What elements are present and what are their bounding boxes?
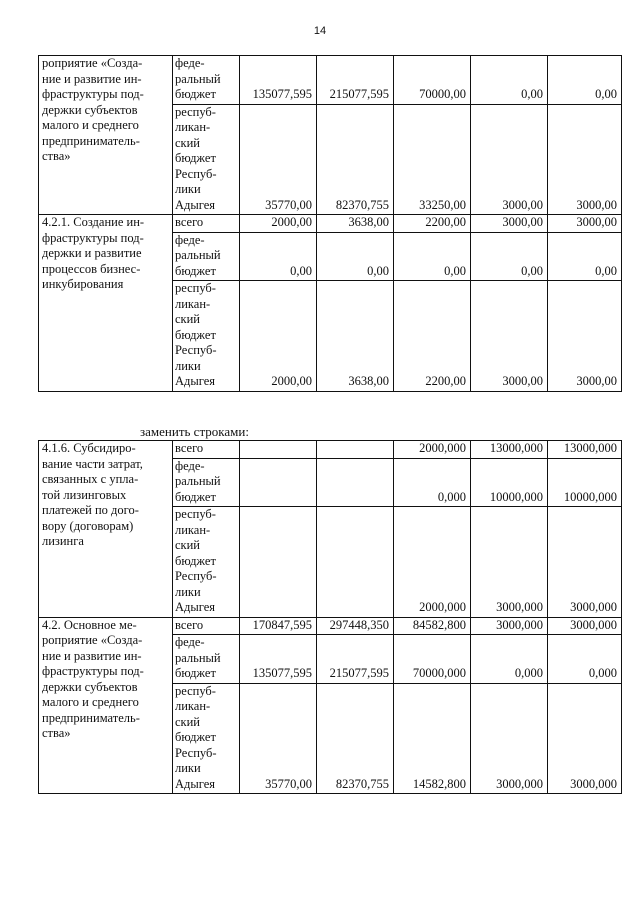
page-number: 14 <box>313 25 327 37</box>
amount-cell: 3000,000 <box>548 617 622 635</box>
amount-cell: 10000,000 <box>548 458 622 507</box>
amount-cell: 3000,00 <box>548 104 622 215</box>
amount-cell: 135077,595 <box>240 56 317 105</box>
amount-cell: 215077,595 <box>317 635 394 684</box>
amount-cell: 35770,00 <box>240 683 317 794</box>
amount-cell: 70000,00 <box>394 56 471 105</box>
amount-cell: 3000,000 <box>471 507 548 618</box>
amount-cell: 0,00 <box>471 56 548 105</box>
funding-source-cell: всего <box>173 215 240 233</box>
amount-cell: 3000,00 <box>471 281 548 392</box>
amount-cell: 10000,000 <box>471 458 548 507</box>
amount-cell: 0,00 <box>548 56 622 105</box>
amount-cell: 3000,00 <box>471 215 548 233</box>
measure-name-cell: 4.1.6. Субсидиро- вание части затрат, связанных с упла- той лизинговых платежей по дого- вору (договорам) лизинга <box>39 441 173 618</box>
amount-cell: 14582,800 <box>394 683 471 794</box>
amount-cell: 82370,755 <box>317 683 394 794</box>
amount-cell: 170847,595 <box>240 617 317 635</box>
amount-cell: 82370,755 <box>317 104 394 215</box>
amount-cell: 2200,00 <box>394 281 471 392</box>
amount-cell: 135077,595 <box>240 635 317 684</box>
amount-cell <box>317 507 394 618</box>
table-row <box>39 56 622 105</box>
amount-cell: 35770,00 <box>240 104 317 215</box>
amount-cell: 3638,00 <box>317 215 394 233</box>
amount-cell: 0,00 <box>548 232 622 281</box>
amount-cell: 2200,00 <box>394 215 471 233</box>
funding-source-cell: феде- ральный бюджет <box>173 232 240 281</box>
amount-cell <box>317 458 394 507</box>
measure-name-cell: 4.2.1. Создание ин- фраструктуры под- держки и развитие процессов бизнес- инкубирования <box>39 215 173 392</box>
amount-cell <box>240 441 317 459</box>
funding-source-cell: феде- ральный бюджет <box>173 458 240 507</box>
amount-cell: 0,00 <box>471 232 548 281</box>
amount-cell: 33250,00 <box>394 104 471 215</box>
funding-source-cell: респуб- ликан- ский бюджет Респуб- лики Адыгея <box>173 104 240 215</box>
amount-cell: 0,00 <box>394 232 471 281</box>
table-row <box>39 441 622 459</box>
amount-cell: 2000,000 <box>394 441 471 459</box>
funding-source-cell: респуб- ликан- ский бюджет Респуб- лики Адыгея <box>173 281 240 392</box>
amount-cell: 0,000 <box>471 635 548 684</box>
amount-cell <box>240 507 317 618</box>
amount-cell: 2000,00 <box>240 281 317 392</box>
amount-cell: 2000,000 <box>394 507 471 618</box>
amount-cell: 215077,595 <box>317 56 394 105</box>
amount-cell: 2000,00 <box>240 215 317 233</box>
amount-cell: 0,000 <box>548 635 622 684</box>
table-row <box>39 617 622 635</box>
amount-cell <box>317 441 394 459</box>
funding-source-cell: всего <box>173 617 240 635</box>
amount-cell: 3000,00 <box>548 281 622 392</box>
amount-cell: 0,00 <box>240 232 317 281</box>
amount-cell: 3000,000 <box>548 683 622 794</box>
funding-source-cell: всего <box>173 441 240 459</box>
replace-instruction: заменить строками: <box>140 424 249 439</box>
amount-cell <box>240 458 317 507</box>
measure-name-cell: 4.2. Основное ме- роприятие «Созда- ние и развитие ин- фраструктуры под- держки субъектов малого и среднего предприниматель- ства» <box>39 617 173 794</box>
amount-cell: 3000,000 <box>471 617 548 635</box>
amount-cell: 3000,000 <box>471 683 548 794</box>
budget-table-replacement <box>38 440 622 794</box>
amount-cell: 84582,800 <box>394 617 471 635</box>
budget-table-original <box>38 55 622 392</box>
amount-cell: 3000,000 <box>548 507 622 618</box>
amount-cell: 0,00 <box>317 232 394 281</box>
measure-name-cell: роприятие «Созда- ние и развитие ин- фраструктуры под- держки субъектов малого и среднего предприниматель- ства» <box>39 56 173 215</box>
amount-cell: 297448,350 <box>317 617 394 635</box>
amount-cell: 13000,000 <box>471 441 548 459</box>
amount-cell: 3000,00 <box>548 215 622 233</box>
funding-source-cell: респуб- ликан- ский бюджет Респуб- лики Адыгея <box>173 683 240 794</box>
funding-source-cell: феде- ральный бюджет <box>173 635 240 684</box>
funding-source-cell: респуб- ликан- ский бюджет Респуб- лики Адыгея <box>173 507 240 618</box>
amount-cell: 13000,000 <box>548 441 622 459</box>
amount-cell: 3000,00 <box>471 104 548 215</box>
amount-cell: 3638,00 <box>317 281 394 392</box>
funding-source-cell: феде- ральный бюджет <box>173 56 240 105</box>
amount-cell: 70000,000 <box>394 635 471 684</box>
table-row <box>39 215 622 233</box>
amount-cell: 0,000 <box>394 458 471 507</box>
